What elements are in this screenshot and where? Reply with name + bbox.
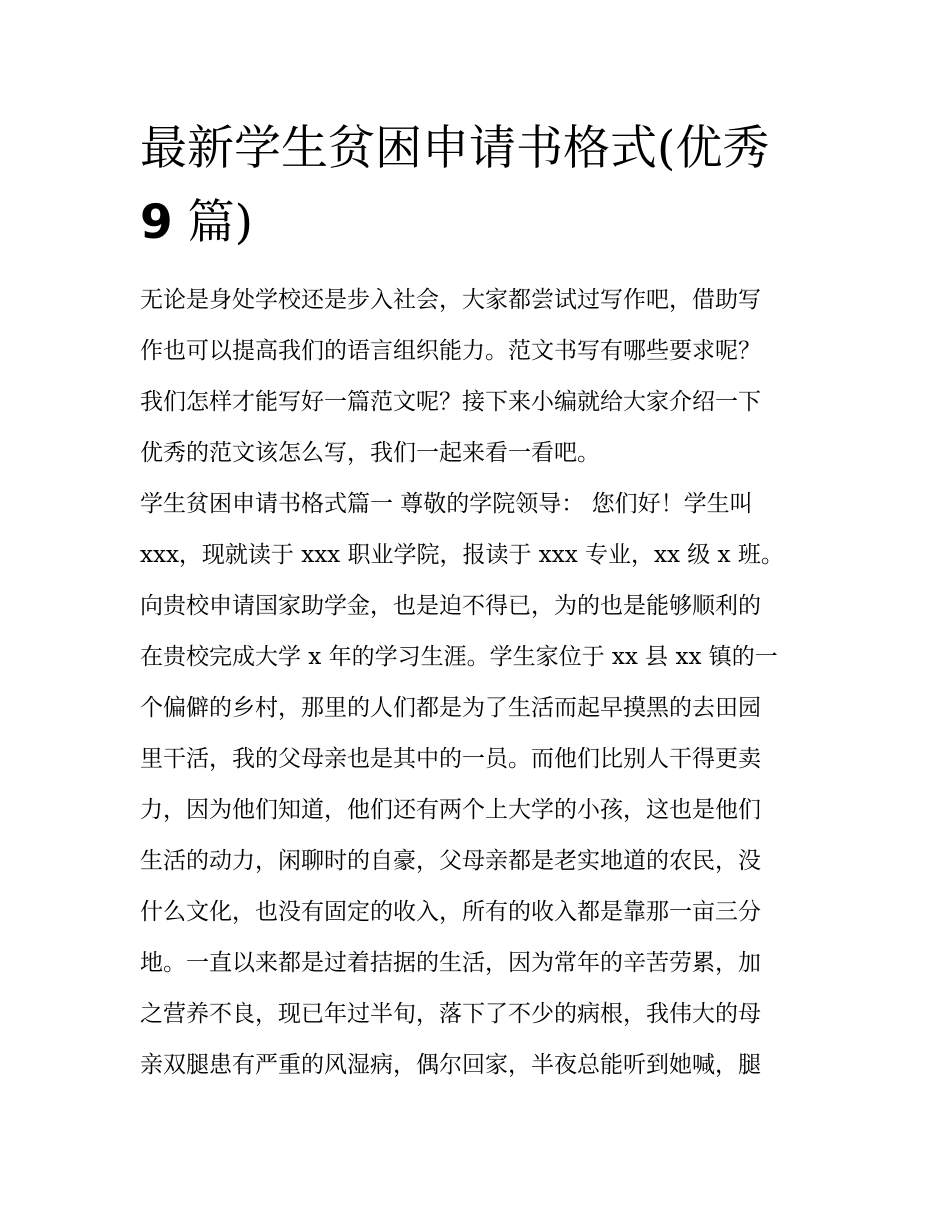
body-line: xxx，现就读于 xxx 职业学院，报读于 xxx 专业，xx 级 x 班。 [140, 542, 784, 568]
body-line: 地。一直以来都是过着拮据的生活，因为常年的辛苦劳累，加 [140, 950, 761, 976]
body-line: 向贵校申请国家助学金，也是迫不得已，为的也是能够顺利的 [140, 593, 761, 619]
body-line: 之营养不良，现已年过半旬，落下了不少的病根，我伟大的母 [140, 1001, 761, 1027]
body-line: 无论是身处学校还是步入社会，大家都尝试过写作吧，借助写 [140, 287, 761, 313]
title-line-1: 最新学生贫困申请书格式(优秀 [140, 121, 770, 176]
body-line: 什么文化，也没有固定的收入，所有的收入都是靠那一亩三分 [140, 899, 761, 925]
document-body [140, 275, 820, 1091]
body-line: 我们怎样才能写好一篇范文呢？接下来小编就给大家介绍一下 [140, 389, 761, 415]
body-line: 优秀的范文该怎么写，我们一起来看一看吧。 [140, 440, 600, 466]
body-line: 生活的动力，闲聊时的自豪，父母亲都是老实地道的农民，没 [140, 848, 761, 874]
body-line: 力，因为他们知道，他们还有两个上大学的小孩，这也是他们 [140, 797, 761, 823]
body-line: 作也可以提高我们的语言组织能力。范文书写有哪些要求呢？ [140, 338, 761, 364]
body-line: 在贵校完成大学 x 年的学习生涯。学生家位于 xx 县 xx 镇的一 [140, 644, 778, 670]
body-line: 个偏僻的乡村，那里的人们都是为了生活而起早摸黑的去田园 [140, 695, 761, 721]
body-line: 里干活，我的父母亲也是其中的一员。而他们比别人干得更卖 [140, 746, 761, 772]
body-line: 学生贫困申请书格式篇一 尊敬的学院领导： 您们好！学生叫 [140, 491, 753, 517]
title-line-2-rest: 篇) [172, 195, 253, 250]
title-number: 9 [140, 195, 173, 250]
document-title [140, 112, 820, 260]
body-line: 亲双腿患有严重的风湿病，偶尔回家，半夜总能听到她喊，腿 [140, 1052, 761, 1078]
